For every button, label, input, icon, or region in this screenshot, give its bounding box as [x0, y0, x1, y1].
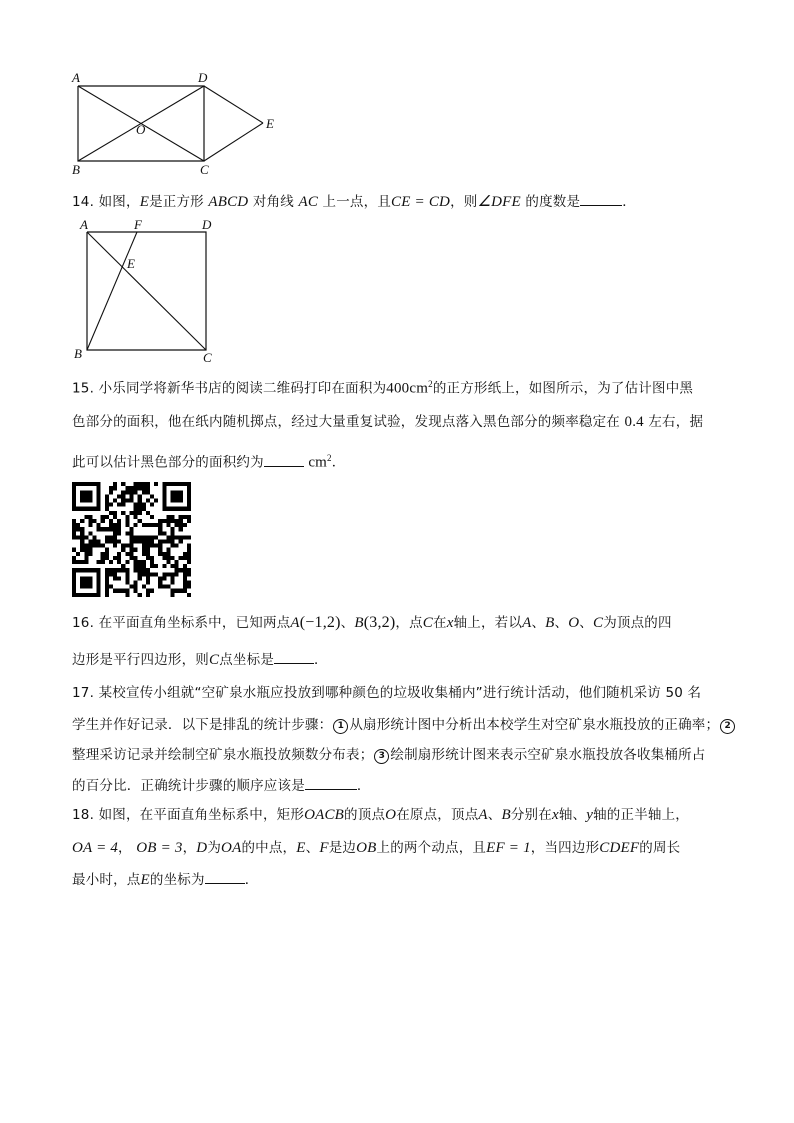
text-segment: 、 [554, 615, 569, 631]
math-var: A [522, 615, 532, 631]
point-label-c: C [203, 350, 212, 365]
point-label-e: E [266, 116, 274, 131]
text-segment: 边形是平行四边形，则 [72, 652, 209, 668]
text-segment: 此可以估计黑色部分的面积约为 [72, 454, 264, 471]
question-16-line-2 [72, 651, 328, 669]
text-segment: 的周长 [639, 840, 681, 856]
math-unit: cm [308, 454, 328, 471]
circled-number: 1 [333, 719, 348, 734]
text-segment: 上一点，且 [322, 194, 392, 210]
math-var: O [568, 615, 580, 631]
math-var: OACB [304, 807, 345, 823]
math-coordinate: (−1,2) [299, 614, 341, 631]
point-label-e: E [127, 256, 135, 271]
question-15-line-3 [72, 449, 345, 472]
question-15-line-1 [72, 375, 693, 398]
text-segment: 是边 [328, 840, 357, 856]
circled-number: 2 [720, 719, 735, 734]
answer-blank [264, 454, 304, 467]
math-var: AC [298, 194, 319, 210]
question-14-text [72, 193, 636, 211]
math-var: OB [356, 840, 377, 856]
text-segment: 为顶点的四 [603, 615, 672, 631]
math-var: x [551, 807, 559, 823]
text-segment: ． [314, 652, 328, 668]
text-segment: 轴、 [558, 807, 587, 823]
question-number: 16. [72, 615, 95, 631]
point-label-d: D [202, 217, 212, 232]
point-label-d: D [198, 70, 208, 85]
question-17-line-1 [72, 684, 701, 702]
text-segment: 在 [433, 615, 447, 631]
text-segment: 小乐同学将新华书店的阅读二维码打印在面积为 [98, 380, 387, 397]
text-segment: 是正方形 [149, 194, 204, 210]
point-label-b: B [74, 346, 82, 361]
text-segment: 的百分比．正确统计步骤的顺序应该是 [72, 778, 305, 794]
math-var: CDEF [599, 840, 640, 856]
text-segment: 为 [207, 840, 222, 856]
text-segment: 点坐标是 [219, 652, 275, 668]
math-var: x [446, 615, 454, 631]
text-segment: 分别在 [510, 807, 552, 823]
text-segment: 绘制扇形统计图来表示空矿泉水瓶投放各收集桶所占 [390, 747, 706, 763]
math-var: ABCD [208, 194, 249, 210]
text-segment: 、 [340, 615, 355, 631]
text-segment: ， [182, 840, 197, 856]
text-segment: 如图，在平面直角坐标系中，矩形 [98, 807, 305, 823]
text-segment: 对角线 [252, 194, 294, 210]
text-segment: 、 [487, 807, 502, 823]
text-segment: ． [356, 778, 371, 794]
math-var: y [586, 807, 594, 823]
math-var: B [354, 615, 364, 631]
text-segment: 、 [531, 615, 546, 631]
text-segment: 轴上，若以 [453, 615, 523, 631]
math-var: O [385, 807, 397, 823]
question-18-line-1 [72, 806, 689, 824]
answer-blank [580, 193, 622, 206]
question-number: 17. [72, 685, 95, 701]
question-15-line-2 [72, 413, 703, 431]
point-label-c: C [200, 162, 209, 177]
text-segment: 的度数是 [525, 194, 581, 210]
point-label-a: A [72, 70, 80, 85]
question-17-line-3 [72, 746, 706, 764]
math-var: A [290, 615, 300, 631]
text-segment: ． [331, 454, 346, 471]
text-segment: 的顶点 [344, 807, 386, 823]
point-label-o: O [136, 122, 146, 137]
text-segment: 的正方形纸上，如图所示，为了估计图中黑 [432, 380, 694, 397]
superscript: 2 [327, 453, 332, 463]
math-area: 400cm [386, 380, 429, 397]
text-segment: 的坐标为 [149, 872, 205, 888]
math-var: B [545, 615, 555, 631]
question-17-line-2 [72, 716, 736, 734]
superscript: 2 [428, 379, 433, 389]
text-segment: ． [622, 194, 636, 210]
text-segment: 的中点， [241, 840, 297, 856]
text-segment: ，点 [395, 615, 423, 631]
point-label-b: B [72, 162, 80, 177]
math-var: E [296, 840, 306, 856]
figure-rectangle-abcd-rhombus [60, 66, 290, 178]
answer-blank [205, 871, 245, 884]
question-17-line-4 [72, 777, 371, 795]
figure-square-abcd [70, 212, 230, 367]
text-segment: 某校宣传小组就“空矿泉水瓶应投放到哪种颜色的垃圾收集桶内”进行统计活动，他们随机采访 50 名 [98, 685, 702, 701]
circled-number: 3 [374, 749, 389, 764]
text-segment: ，则 [450, 194, 478, 210]
text-segment: 最小时，点 [72, 872, 141, 888]
math-angle: ∠DFE [477, 194, 521, 210]
question-18-line-3 [72, 871, 258, 889]
question-number: 15. [72, 380, 95, 397]
math-equation: OB = 3 [136, 840, 183, 856]
text-segment: 学生并作好记录．以下是排乱的统计步骤： [72, 717, 333, 733]
question-16-line-1 [72, 614, 672, 632]
math-var: C [592, 615, 604, 631]
point-label-f: F [134, 217, 142, 232]
answer-blank [274, 651, 314, 664]
text-segment: 轴的正半轴上， [593, 807, 689, 823]
math-number: 0.4 [624, 414, 644, 430]
question-number: 14. [72, 194, 95, 210]
math-var: C [422, 615, 434, 631]
math-equation: CE = CD [391, 194, 451, 210]
math-var: OA [221, 840, 242, 856]
math-var: D [196, 840, 208, 856]
math-coordinate: (3,2) [363, 614, 396, 631]
math-var: A [478, 807, 488, 823]
text-segment: ，当四边形 [530, 840, 600, 856]
math-equation: OA = 4 [72, 840, 119, 856]
math-var: C [209, 652, 220, 668]
math-equation: EF = 1 [486, 840, 531, 856]
math-var: B [501, 807, 511, 823]
point-label-a: A [80, 217, 88, 232]
text-segment: 从扇形统计图中分析出本校学生对空矿泉水瓶投放的正确率； [349, 717, 720, 733]
text-segment: 在平面直角坐标系中，已知两点 [98, 615, 291, 631]
qr-code-image [72, 482, 191, 597]
question-number: 18. [72, 807, 95, 823]
text-segment: 上的两个动点，且 [376, 840, 487, 856]
text-segment: 在原点，顶点 [396, 807, 479, 823]
answer-blank [305, 777, 357, 790]
math-var: E [139, 194, 150, 210]
text-segment: 、 [579, 615, 593, 631]
text-segment: ， [118, 840, 132, 856]
math-var: F [319, 840, 329, 856]
question-18-line-2 [72, 839, 680, 857]
math-var: E [140, 872, 150, 888]
text-segment: 左右，据 [648, 414, 704, 430]
text-segment: ． [244, 872, 259, 888]
text-segment: 色部分的面积，他在纸内随机掷点，经过大量重复试验，发现点落入黑色部分的频率稳定在 [72, 414, 620, 430]
text-segment: 整理采访记录并绘制空矿泉水瓶投放频数分布表； [72, 747, 374, 763]
text-segment: 如图， [98, 194, 140, 210]
text-segment: 、 [305, 840, 320, 856]
